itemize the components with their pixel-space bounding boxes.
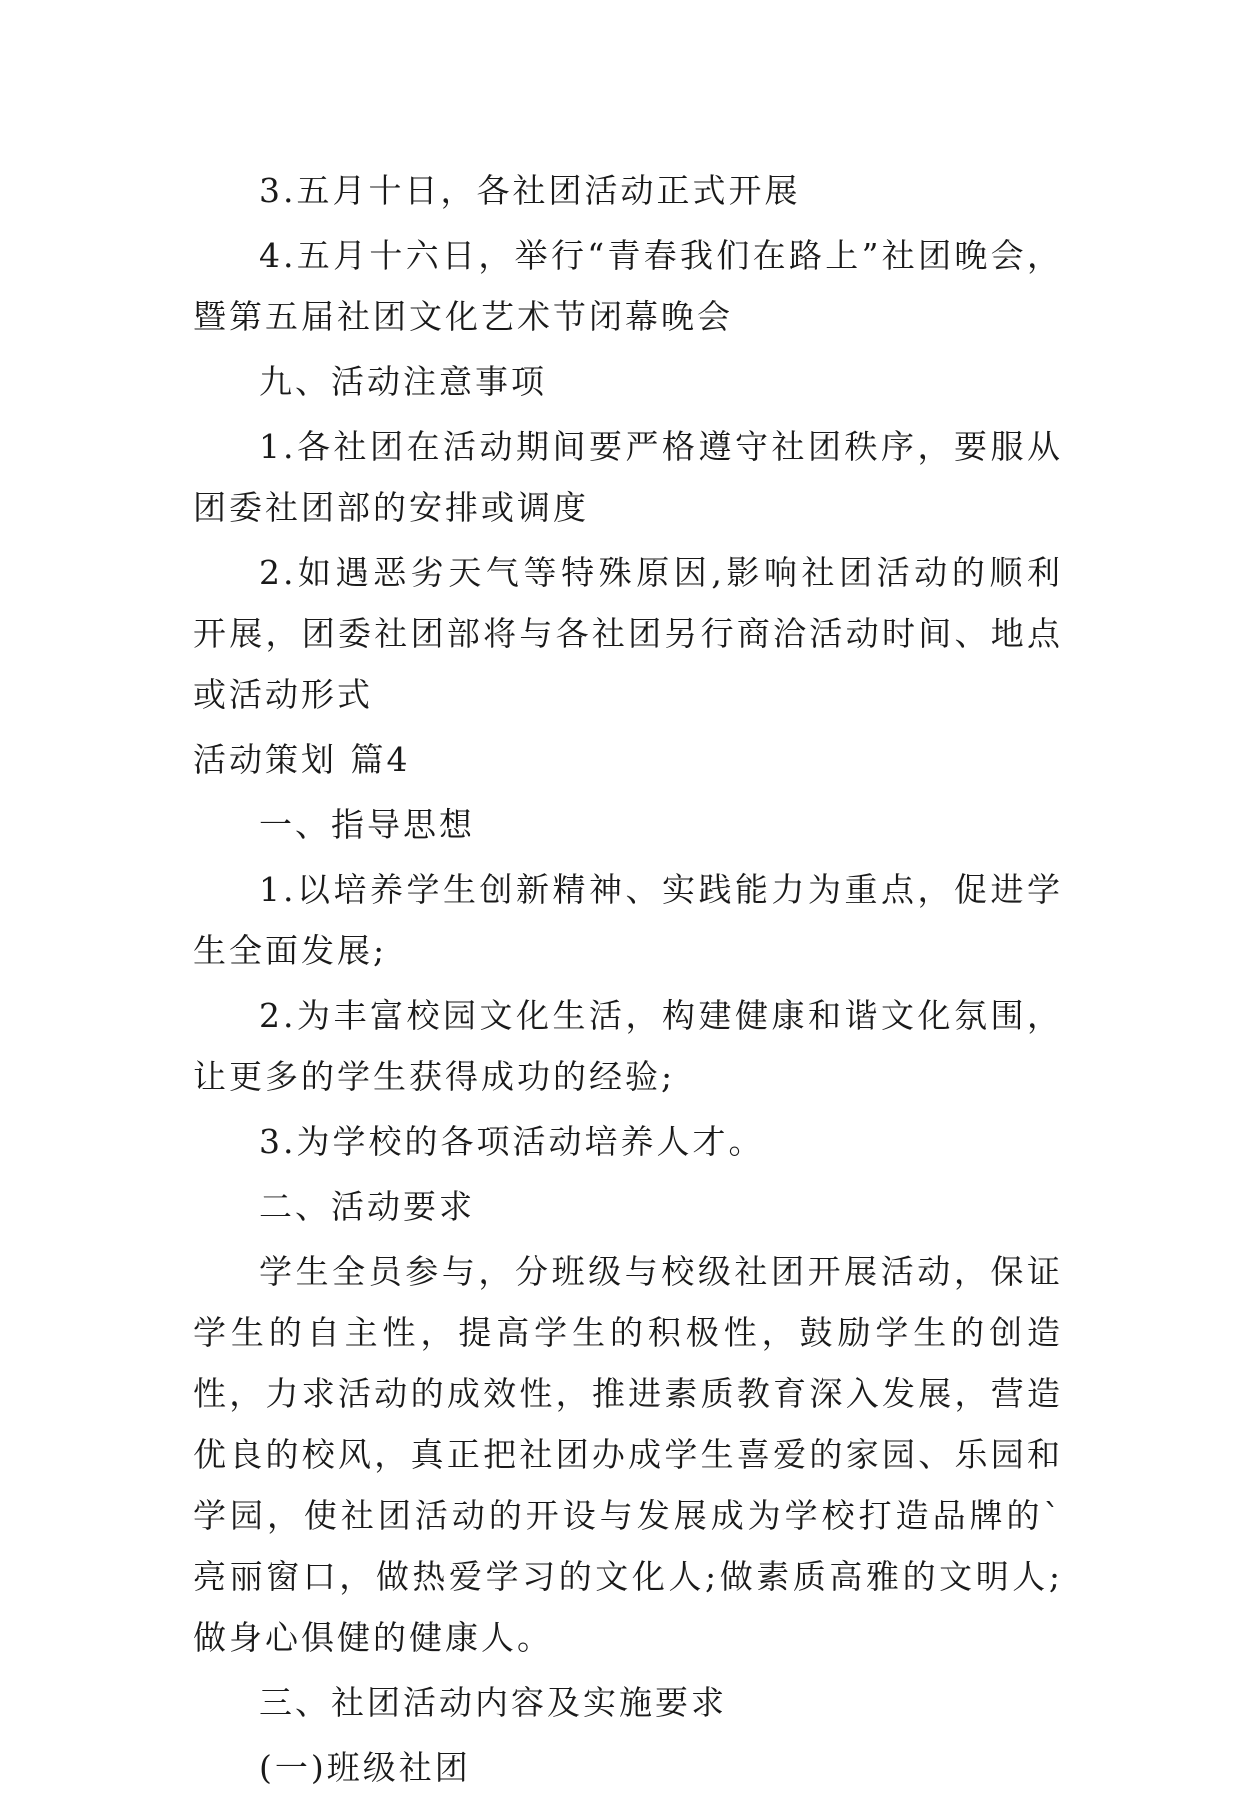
paragraph-4: 1.各社团在活动期间要严格遵守社团秩序，要服从团委社团部的安排或调度: [193, 427, 1063, 527]
paragraph-1: 3.五月十日，各社团活动正式开展: [259, 171, 801, 210]
subsection-heading-1: (一)班级社团: [259, 1748, 471, 1787]
paragraph-2: 4.五月十六日，举行“青春我们在路上”社团晚会，暨第五届社团文化艺术节闭幕晚会: [193, 236, 1063, 336]
paragraph-8: 1.以培养学生创新精神、实践能力为重点，促进学生全面发展;: [193, 870, 1063, 970]
section-heading-3: 三、社团活动内容及实施要求: [259, 1683, 727, 1722]
paragraph-12: 学生全员参与，分班级与校级社团开展活动，保证学生的自主性，提高学生的积极性，鼓励学生的创造性，力求活动的成效性，推进素质教育深入发展，营造优良的校风，真正把社团办成学生喜爱的家园、乐园和学园，使社团活动的开设与发展成为学校打造品牌的`亮丽窗口，做热爱学习的文化人;做素质高雅的文明人;做身心俱健的健康人。: [193, 1252, 1063, 1657]
paragraph-5: 2.如遇恶劣天气等特殊原因,影响社团活动的顺利开展，团委社团部将与各社团另行商洽活动时间、地点或活动形式: [193, 553, 1063, 714]
section-heading-1: 一、指导思想: [259, 805, 475, 844]
paragraph-9: 2.为丰富校园文化生活，构建健康和谐文化氛围，让更多的学生获得成功的经验;: [193, 996, 1063, 1096]
section-heading-9: 九、活动注意事项: [259, 362, 547, 401]
paragraph-10: 3.为学校的各项活动培养人才。: [259, 1122, 765, 1161]
article-title: 活动策划 篇4: [193, 740, 411, 779]
document-body: [193, 160, 1063, 1802]
section-heading-2: 二、活动要求: [259, 1187, 475, 1226]
